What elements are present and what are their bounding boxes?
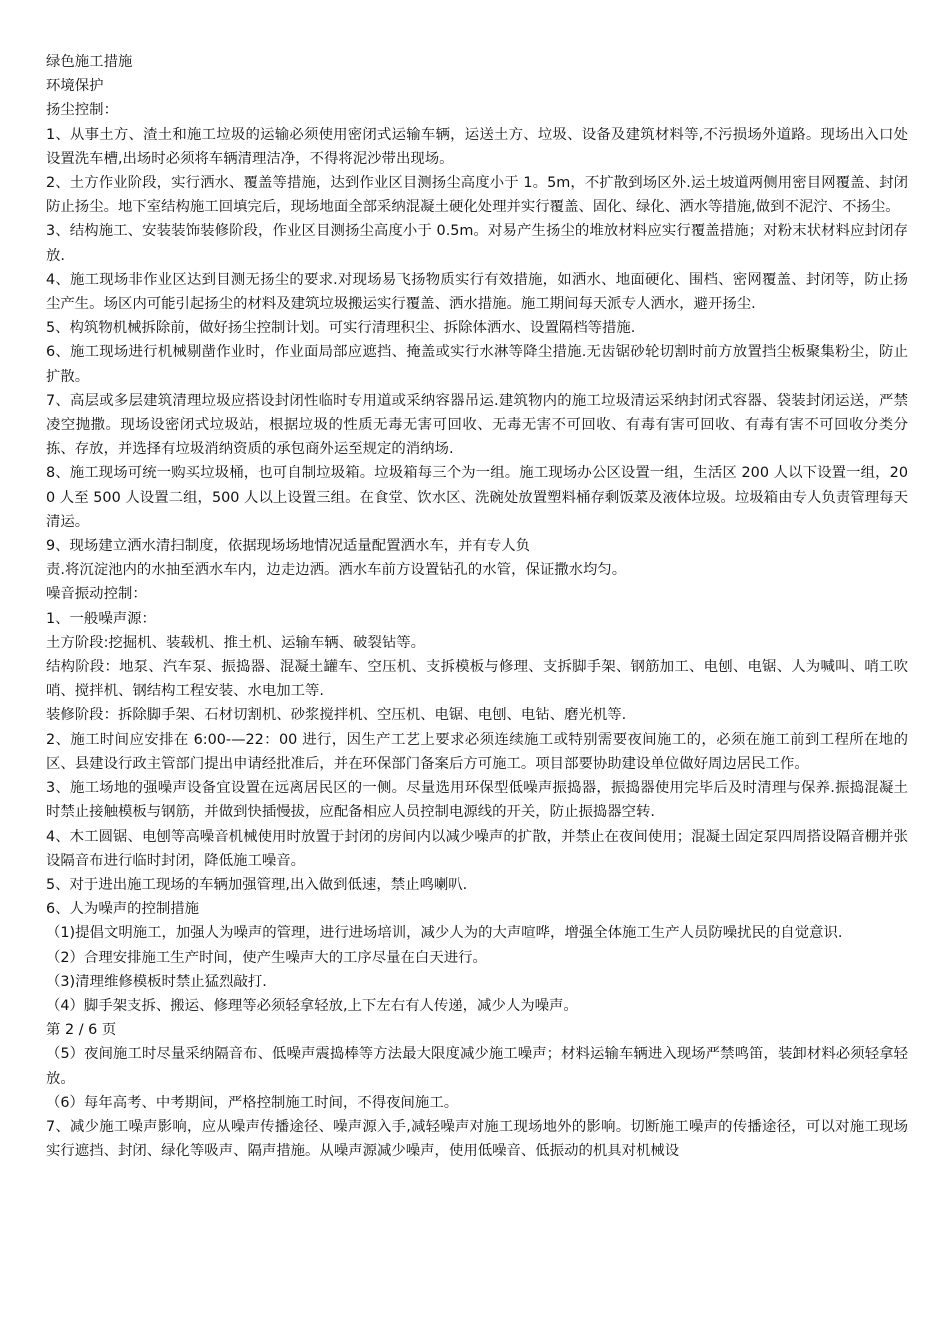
paragraph: 4、施工现场非作业区达到目测无扬尘的要求.对现场易飞扬物质实行有效措施，如洒水、地面硬化、围档、密网覆盖、封闭等，防止扬尘产生。场区内可能引起扬尘的材料及建筑垃圾搬运实行覆盖、洒水措施。施工期间每天派专人洒水，避开扬尘. bbox=[46, 271, 908, 313]
paragraph: 5、构筑物机械拆除前，做好扬尘控制计划。可实行清理积尘、拆除体洒水、设置隔档等措施. bbox=[46, 320, 636, 337]
paragraph: 结构阶段：地泵、汽车泵、振捣器、混凝土罐车、空压机、支拆模板与修理、支拆脚手架、钢筋加工、电刨、电锯、人为喊叫、哨工吹哨、搅拌机、钢结构工程安装、水电加工等. bbox=[46, 659, 908, 700]
paragraph: 8、施工现场可统一购买垃圾桶，也可自制垃圾箱。垃圾箱每三个为一组。施工现场办公区设置一组，生活区 200 人以下设置一组，200 人至 500 人设置二组，500 人以上设置三组。在食堂、饮水区、洗碗处放置塑料桶存剩饭菜及液体垃圾。垃圾箱由专人负责管理每天清运。 bbox=[46, 465, 908, 530]
paragraph: 2、施工时间应安排在 6:00-—22：00 进行，因生产工艺上要求必须连续施工或特别需要夜间施工的，必须在施工前到工程所在地的区、县建设行政主管部门提出申请经批准后，并在环保部门备案后方可施工。项目部要协助建设单位做好周边居民工作。 bbox=[46, 731, 908, 772]
subsection-heading: 扬尘控制： bbox=[46, 102, 118, 119]
paragraph: （3)清理维修模板时禁止猛烈敲打. bbox=[46, 973, 267, 990]
paragraph: 9、现场建立洒水清扫制度，依据现场场地情况适量配置洒水车，并有专人负 bbox=[46, 538, 531, 555]
paragraph: 6、人为噪声的控制措施 bbox=[46, 901, 200, 918]
paragraph: 1、从事土方、渣土和施工垃圾的运输必须使用密闭式运输车辆，运送土方、垃圾、设备及建筑材料等,不污损场外道路。现场出入口处设置洗车槽,出场时必须将车辆清理洁净，不得将泥沙带出现场。 bbox=[46, 126, 908, 167]
page-number: 第 2 / 6 页 bbox=[46, 1022, 117, 1039]
section-heading: 环境保护 bbox=[46, 78, 104, 95]
paragraph: 6、施工现场进行机械剔凿作业时，作业面局部应遮挡、掩盖或实行水淋等降尘措施.无齿锯砂轮切割时前方放置挡尘板聚集粉尘，防止扩散。 bbox=[46, 344, 908, 385]
paragraph: 土方阶段:挖掘机、装载机、推土机、运输车辆、破裂钻等。 bbox=[46, 634, 426, 651]
paragraph: 3、结构施工、安装装饰装修阶段，作业区目测扬尘高度小于 0.5m。对易产生扬尘的堆放材料应实行覆盖措施；对粉末状材料应封闭存放. bbox=[46, 223, 908, 264]
paragraph: （4）脚手架支拆、搬运、修理等必须轻拿轻放,上下左右有人传递，减少人为噪声。 bbox=[46, 997, 578, 1014]
paragraph: 装修阶段：拆除脚手架、石材切割机、砂浆搅拌机、空压机、电锯、电刨、电钻、磨光机等. bbox=[46, 707, 627, 724]
paragraph: 7、减少施工噪声影响，应从噪声传播途径、噪声源入手,减轻噪声对施工现场地外的影响。切断施工噪声的传播途径，可以对施工现场实行遮挡、封闭、绿化等吸声、隔声措施。从噪声源减少噪声，使用低噪音、低振动的机具对机械设 bbox=[46, 1118, 908, 1160]
paragraph: 7、高层或多层建筑清理垃圾应搭设封闭性临时专用道或采纳容器吊运.建筑物内的施工垃圾清运采纳封闭式容器、袋装封闭运送，严禁凌空抛撒。现场设密闭式垃圾站，根据垃圾的性质无毒无害可回收、无毒无害不可回收、有毒有害可回收、有毒有害不可回收分类分拣、存放，并选择有垃圾消纳资质的承包商外运至规定的消纳场. bbox=[46, 392, 908, 458]
paragraph: （6）每年高考、中考期间，严格控制施工时间，不得夜间施工。 bbox=[46, 1094, 459, 1111]
paragraph: 责.将沉淀池内的水抽至洒水车内，边走边洒。洒水车前方设置钻孔的水管，保证撒水均匀。 bbox=[46, 562, 627, 579]
paragraph: 4、木工圆锯、电刨等高噪音机械使用时放置于封闭的房间内以减少噪声的扩散，并禁止在夜间使用；混凝土固定泵四周搭设隔音棚并张设隔音布进行临时封闭，降低施工噪音。 bbox=[46, 828, 908, 869]
paragraph: （5）夜间施工时尽量采纳隔音布、低噪声震捣棒等方法最大限度减少施工噪声；材料运输车辆进入现场严禁鸣笛，装卸材料必须轻拿轻放。 bbox=[46, 1046, 908, 1087]
paragraph: 2、土方作业阶段，实行洒水、覆盖等措施，达到作业区目测扬尘高度小于 1。5m，不扩散到场区外.运土坡道两侧用密目网覆盖、封闭防止扬尘。地下室结构施工回填完后，现场地面全部采纳混凝土硬化处理并实行覆盖、固化、绿化、洒水等措施,做到不泥泞、不扬尘。 bbox=[46, 175, 908, 216]
paragraph: 3、施工场地的强噪声设备宜设置在远离居民区的一侧。尽量选用环保型低噪声振捣器，振捣器使用完毕后及时清理与保养.振捣混凝土时禁止接触模板与钢筋，并做到快插慢拔，应配备相应人员控制电源线的开关，防止振捣器空转. bbox=[46, 780, 908, 821]
paragraph: 1、一般噪声源： bbox=[46, 610, 156, 627]
document-title: 绿色施工措施 bbox=[46, 54, 133, 70]
paragraph: （1)提倡文明施工，加强人为噪声的管理，进行进场培训，减少人为的大声喧哗，增强全体施工生产人员防噪扰民的自觉意识. bbox=[46, 925, 843, 942]
subsection-heading: 噪音振动控制： bbox=[46, 586, 147, 603]
document-body bbox=[46, 50, 908, 1163]
paragraph: 5、对于进出施工现场的车辆加强管理,出入做到低速，禁止鸣喇叭. bbox=[46, 876, 468, 893]
paragraph: （2）合理安排施工生产时间，使产生噪声大的工序尽量在白天进行。 bbox=[46, 949, 487, 966]
